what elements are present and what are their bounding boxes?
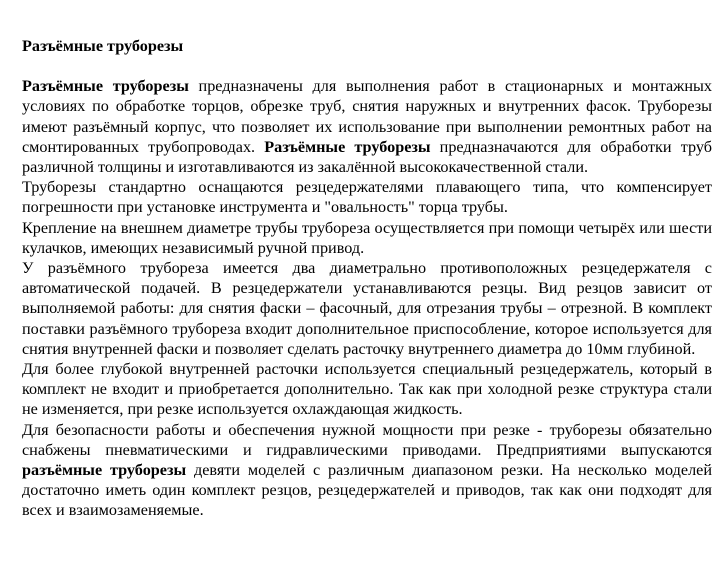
paragraph-text: предназначаются для обработки труб различной толщины и изготавливаются из закалённой высококачественной стали. [22, 137, 712, 177]
document-title: Разъёмные труборезы [22, 37, 184, 55]
paragraph-holders: Труборезы стандартно оснащаются резцедержателями плавающего типа, что компенсирует погрешности при установке инструмента и "овальность" торца трубы. [22, 178, 712, 217]
paragraph-safety [22, 420, 712, 521]
bold-term: Разъёмные труборезы [264, 137, 431, 156]
paragraph-mounting: Крепление на внешнем диаметре трубы трубореза осуществляется при помощи четырёх или шести кулачков, имеющих независимый ручной привод. [22, 218, 712, 257]
bold-term: Разъёмные труборезы [22, 77, 189, 96]
paragraph-tool-holders: У разъёмного трубореза имеется два диаметрально противоположных резцедержателя с автоматической подачей. В резцедержатели устанавливаются резцы. Вид резцов зависит от выполняемой работы: для снятия фаски – фасочный, для отрезания трубы – отрезной. В комплект поставки разъёмного трубореза входит дополнительное приспособление, которое используется для снятия внутренней фаски и позволяет сделать расточку внутреннего диаметра до 10мм глубиной. [22, 259, 712, 358]
document-body [22, 36, 712, 521]
paragraph-text: предназначены для выполнения работ в стационарных и монтажных условиях по обработке торцов, обрезке труб, снятия наружных и внутренних фасок. Труборезы имеют разъёмный корпус, что позволяет их использование при выполнении ремонтных работ на смонтированных трубопроводах. [22, 77, 712, 156]
bold-term: разъёмные труборезы [22, 461, 187, 480]
paragraph-text: девяти моделей с различным диапазоном резки. На несколько моделей достаточно иметь один комплект резцов, резцедержателей и приводов, так как они подходят для всех и взаимозаменяемые. [22, 461, 712, 520]
paragraph-text: Для безопасности работы и обеспечения нужной мощности при резке - труборезы обязательно снабжены пневматическими и гидравлическими приводами. Предприятиями выпускаются [22, 420, 712, 459]
paragraph-boring: Для более глубокой внутренней расточки используется специальный резцедержатель, который в комплект не входит и приобретается дополнительно. Так как при холодной резке структура стали не изменяется, при резке используется охлаждающая жидкость. [22, 360, 712, 419]
paragraph-intro [22, 76, 712, 177]
